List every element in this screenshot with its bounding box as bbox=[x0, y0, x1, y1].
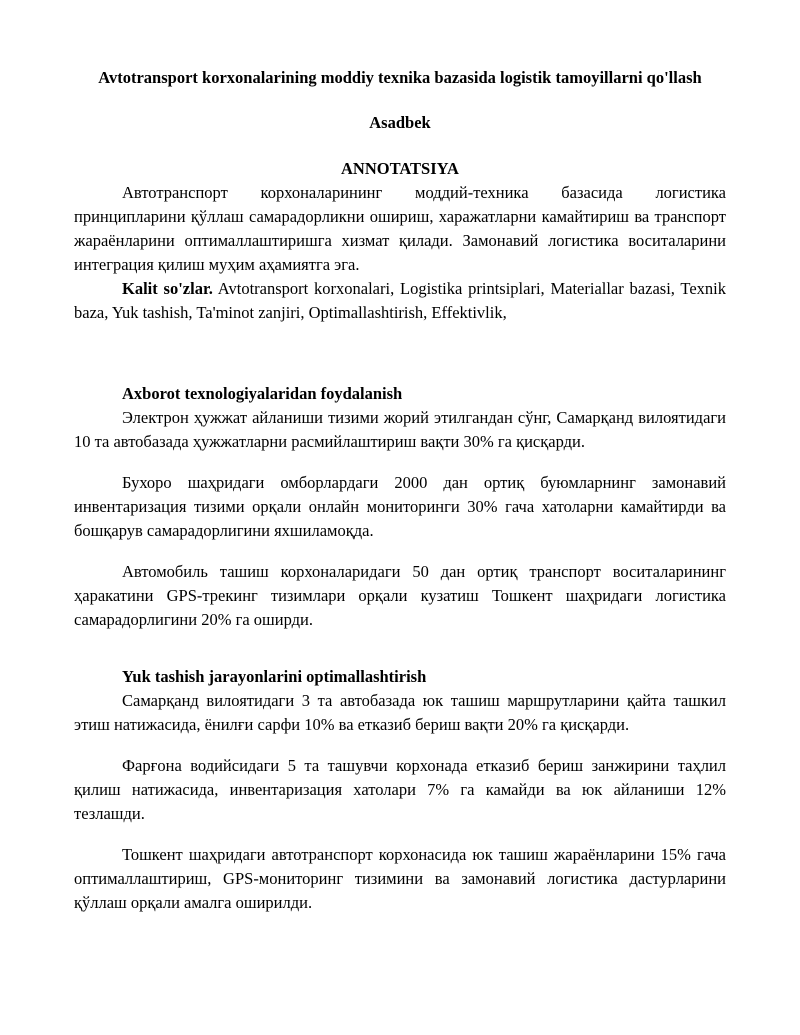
document-page bbox=[74, 66, 726, 915]
section-paragraph: Тошкент шаҳридаги автотранспорт корхонасида юк ташиш жараёнларини 15% гача оптималлаштириш, GPS-мониторинг тизимини ва замонавий логистика дастурларини қўллаш орқали амалга оширилди. bbox=[74, 845, 726, 912]
section-heading: Yuk tashish jarayonlarini optimallashtirish bbox=[122, 667, 427, 686]
annotation-text: Автотранспорт корхоналарининг моддий-техника базасида логистика принципларини қўллаш самарадорликни ошириш, харажатларни камайтириш ва транспорт жараёнларини оптималлаштиришга хизмат қилади. Замонавий логистика воситаларини интеграция қилиш муҳим аҳамиятга эга. bbox=[74, 183, 726, 274]
section-paragraph: Самарқанд вилоятидаги 3 та автобазада юк ташиш маршрутларини қайта ташкил этиш натижасида, ёнилғи сарфи 10% ва етказиб бериш вақти 20% га қисқарди. bbox=[74, 691, 726, 734]
section-paragraph: Фарғона водийсидаги 5 та ташувчи корхонада етказиб бериш занжирини таҳлил қилиш натижасида, инвентаризация хатолари 7% га камайди ва юк айланиши 12% тезлашди. bbox=[74, 756, 726, 823]
keywords-label: Kalit so'zlar. bbox=[122, 279, 213, 298]
annotation-heading: ANNOTATSIYA bbox=[341, 159, 459, 178]
author-name: Asadbek bbox=[369, 113, 431, 132]
keywords-paragraph bbox=[74, 277, 726, 325]
keywords-text: Avtotransport korxonalari, Logistika printsiplari, Materiallar bazasi, Texnik baza, Yuk tashish, Ta'minot zanjiri, Optimallashtirish, Effektivlik, bbox=[74, 279, 726, 322]
document-title: Avtotransport korxonalarining moddiy texnika bazasida logistik tamoyillarni qo'llash bbox=[98, 68, 702, 87]
section-heading: Axborot texnologiyalaridan foydalanish bbox=[122, 384, 403, 403]
section-paragraph: Бухоро шаҳридаги омборлардаги 2000 дан ортиқ буюмларнинг замонавий инвентаризация тизими орқали онлайн мониторинги 30% гача хатоларни камайтирди ва бошқарув самарадорлигини яхшиламоқда. bbox=[74, 473, 726, 540]
section-paragraph: Электрон ҳужжат айланиши тизими жорий этилгандан сўнг, Самарқанд вилоятидаги 10 та автобазада ҳужжатларни расмийлаштириш вақти 30% га қисқарди. bbox=[74, 408, 726, 451]
section-paragraph: Автомобиль ташиш корхоналаридаги 50 дан ортиқ транспорт воситаларининг ҳаракатини GPS-трекинг тизимлари орқали кузатиш Тошкент шаҳридаги логистика самарадорлигини 20% га оширди. bbox=[74, 562, 726, 629]
